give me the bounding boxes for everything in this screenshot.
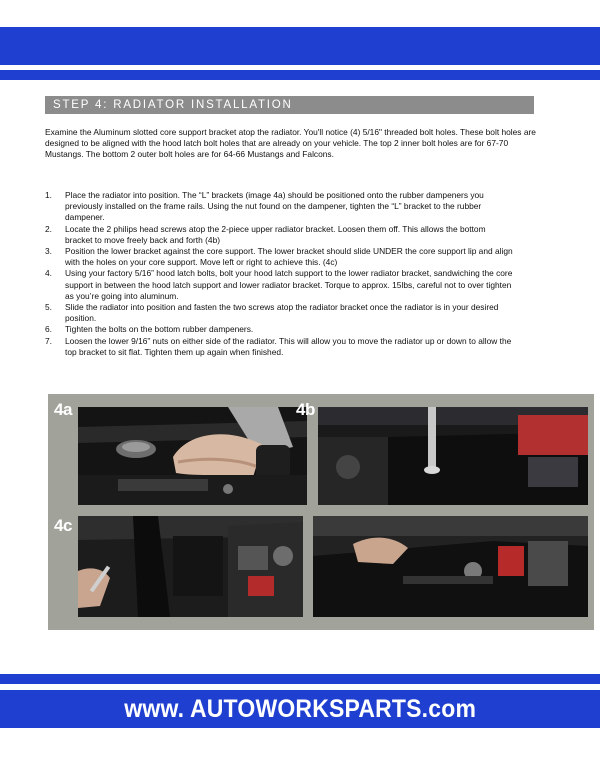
step-text: Tighten the bolts on the bottom rubber dampeners. <box>65 324 254 335</box>
step-text: Place the radiator into position. The “L” brackets (image 4a) should be positioned onto the rubber dampeners you previously installed on the frame rails. Using the nut found on the dampener, tighten the “L” bracket to the rubber dampener. <box>65 190 484 223</box>
step-number: 6. <box>45 324 52 335</box>
bottom-blue-stripe <box>0 674 600 684</box>
step-number: 5. <box>45 302 52 313</box>
photo-4a <box>78 407 307 505</box>
step-item <box>45 268 545 302</box>
footer-band <box>0 690 600 728</box>
step-item <box>45 224 545 246</box>
step-title: STEP 4: RADIATOR INSTALLATION <box>45 96 534 114</box>
step-item <box>45 190 545 224</box>
step-item <box>45 324 545 335</box>
step-number: 2. <box>45 223 52 234</box>
footer-website-link[interactable]: www. AUTOWORKSPARTS.com <box>124 694 476 723</box>
photo-4b <box>318 407 588 505</box>
step-item <box>45 246 545 268</box>
step-text: Using your factory 5/16” hood latch bolts, bolt your hood latch support to the lower radiator bracket, sandwiching the core support in between the hood latch support and lower radiator bracket. Torque to approx. 15lbs, careful not to over tighten as you’re going into aluminum. <box>65 268 513 301</box>
step-number: 4. <box>45 268 52 279</box>
step-number: 1. <box>45 190 52 200</box>
top-blue-stripe <box>0 70 600 80</box>
photo-4d <box>313 516 588 617</box>
step-number: 7. <box>45 335 52 346</box>
photo-panel <box>48 394 594 630</box>
intro-paragraph: Examine the Aluminum slotted core support bracket atop the radiator. You'll notice (4) 5/16" threaded bolt holes. These bolt holes are designed to be aligned with the hood latch bolt holes that are already on your vehicle. The top 2 inner bolt holes are for 67-70 Mustangs. The bottom 2 outer bolt holes are for 64-66 Mustangs and Falcons. <box>45 127 536 160</box>
step-item <box>45 302 545 324</box>
step-text: Position the lower bracket against the core support. The lower bracket should slide UNDER the core support lip and align with the holes on your core support. Move left or right to achieve this. (4c) <box>65 246 513 268</box>
step-item <box>45 336 545 358</box>
step-text: Locate the 2 philips head screws atop the 2-piece upper radiator bracket. Loosen them off. This allows the bottom bracket to move freely back and forth (4b) <box>65 223 486 245</box>
instruction-steps <box>45 190 545 358</box>
step-text: Slide the radiator into position and fasten the two screws atop the radiator bracket once the radiator is in your desired position. <box>65 302 499 324</box>
step-text: Loosen the lower 9/16” nuts on either side of the radiator. This will allow you to move the radiator up or down to allow the top bracket to sit flat. Tighten them up again when finished. <box>65 335 512 357</box>
photo-4c <box>78 516 303 617</box>
photo-label-4c: 4c <box>54 516 72 535</box>
photo-label-4a: 4a <box>54 400 72 419</box>
photo-label-4b: 4b <box>296 400 315 419</box>
top-blue-band <box>0 27 600 65</box>
step-number: 3. <box>45 246 52 257</box>
